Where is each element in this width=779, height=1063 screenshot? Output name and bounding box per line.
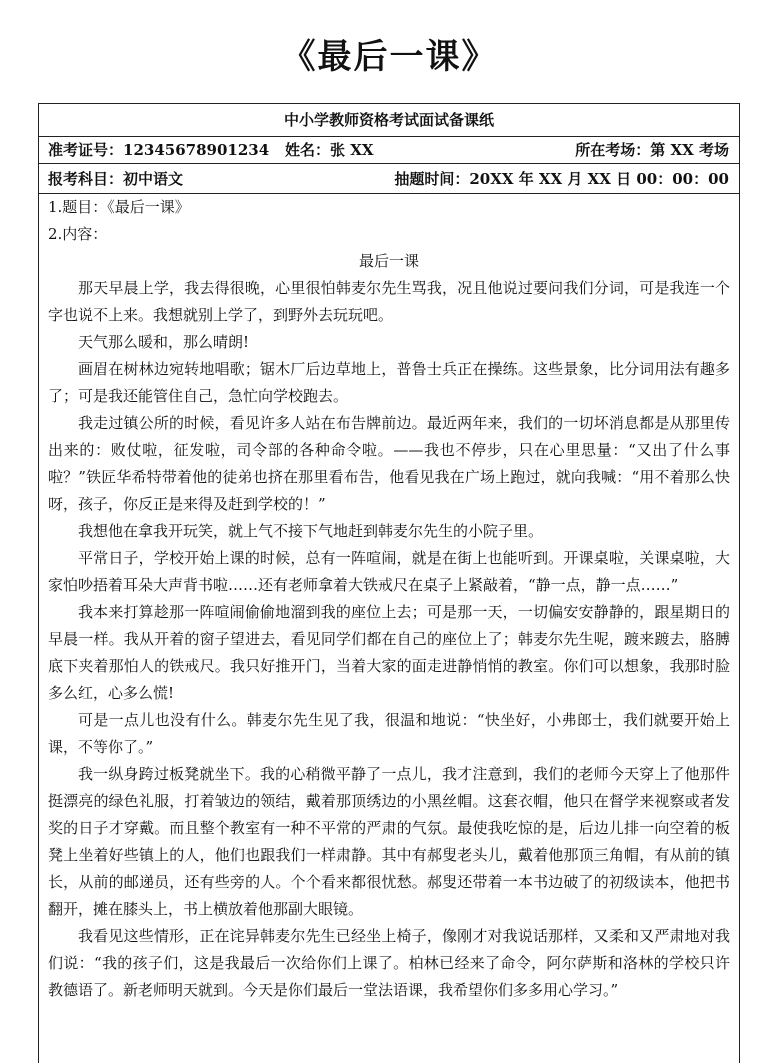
sheet-body [39,194,739,1004]
page-title: 《最后一课》 [281,37,498,77]
passage-paragraph: 我一纵身跨过板凳就坐下。我的心稍微平静了一点儿，我才注意到，我们的老师今天穿上了他那件挺漂亮的绿色礼服，打着皱边的领结，戴着那顶绣边的小黑丝帽。这套衣帽，他只在督学来视察或者发奖的日子才穿戴。而且整个教室有一种不平常的严肃的气氛。最使我吃惊的是，后边儿排一向空着的板凳上坐着好些镇上的人，他们也跟我们一样肃静。其中有郝叟老头儿，戴着他那顶三角帽，有从前的镇长，从前的邮递员，还有些旁的人。个个看来都很忧愁。郝叟还带着一本书边破了的初级读本，他把书翻开，摊在膝头上，书上横放着他那副大眼镜。 [48,765,730,918]
subject-row [39,164,739,194]
passage-paragraph: 我看见这些情形，正在诧异韩麦尔先生已经坐上椅子，像刚才对我说话那样，又柔和又严肃地对我们说：“我的孩子们，这是我最后一次给你们上课了。柏林已经来了命令，阿尔萨斯和洛林的学校只许教德语了。新老师明天就到。今天是你们最后一堂法语课，我希望你们多多用心学习。” [48,927,730,999]
exam-id-value: 12345678901234 [123,141,270,159]
subject-value: 初中语文 [123,170,184,188]
draw-time [394,164,729,194]
content-label: 2.内容： [48,225,108,243]
passage-paragraph: 那天早晨上学，我去得很晚，心里很怕韩麦尔先生骂我，况且他说过要问我们分词，可是我连一个字也说不上来。我想就别上学了，到野外去玩玩吧。 [48,279,730,324]
name-value: 张 XX [330,141,374,159]
exam-id [48,137,269,164]
passage-paragraph: 画眉在树林边宛转地唱歌；锯木厂后边草地上，普鲁士兵正在操练。这些景象，比分词用法有趣多了；可是我还能管住自己，急忙向学校跑去。 [48,360,730,405]
topic-line: 1.题目：《最后一课》 [48,198,190,216]
passage-paragraph: 我本来打算趁那一阵喧闹偷偷地溜到我的座位上去；可是那一天，一切偏安安静静的，跟星期日的早晨一样。我从开着的窗子望进去，看见同学们都在自己的座位上了；韩麦尔先生呢，踱来踱去，胳膊底下夹着那怕人的铁戒尺。我只好推开门，当着大家的面走进静悄悄的教室。你们可以想象，我那时脸多么红，心多么慌! [48,603,730,702]
passage-paragraph: 天气那么暖和，那么晴朗! [78,333,250,351]
passage-title: 最后一课 [358,252,419,270]
exam-subject [48,164,183,194]
passage-paragraph: 可是一点儿也没有什么。韩麦尔先生见了我，很温和地说：“快坐好，小弗郎士，我们就要开始上课，不等你了。” [48,711,730,756]
venue-label: 所在考场： [575,141,651,159]
draw-time-label: 抽题时间： [394,170,470,188]
name-label: 姓名： [285,141,331,159]
exam-id-label: 准考证号： [48,141,124,159]
candidate-name [285,137,374,164]
exam-venue [575,137,729,164]
passage-paragraph: 我想他在拿我开玩笑，就上气不接下气地赶到韩麦尔先生的小院子里。 [78,522,544,540]
prep-sheet [38,103,740,1063]
sheet-header: 中小学教师资格考试面试备课纸 [39,104,739,137]
candidate-info-row [39,137,739,164]
passage-paragraph: 我走过镇公所的时候，看见许多人站在布告牌前边。最近两年来，我们的一切坏消息都是从那里传出来的：败仗啦，征发啦，司令部的各种命令啦。——我也不停步，只在心里思量：“又出了什么事啦？”铁匠华希特带着他的徒弟也挤在那里看布告，他看见我在广场上跑过，就向我喊：“用不着那么快呀，孩子，你反正是来得及赶到学校的！” [48,414,730,513]
passage-paragraph: 平常日子，学校开始上课的时候，总有一阵喧闹，就是在街上也能听到。开课桌啦，关课桌啦，大家怕吵捂着耳朵大声背书啦……还有老师拿着大铁戒尺在桌子上紧敲着，“静一点，静一点……” [48,549,730,594]
subject-label: 报考科目： [48,170,124,188]
venue-value: 第 XX 考场 [650,141,729,159]
draw-time-value: 20XX 年 XX 月 XX 日 00：00：00 [469,170,729,188]
